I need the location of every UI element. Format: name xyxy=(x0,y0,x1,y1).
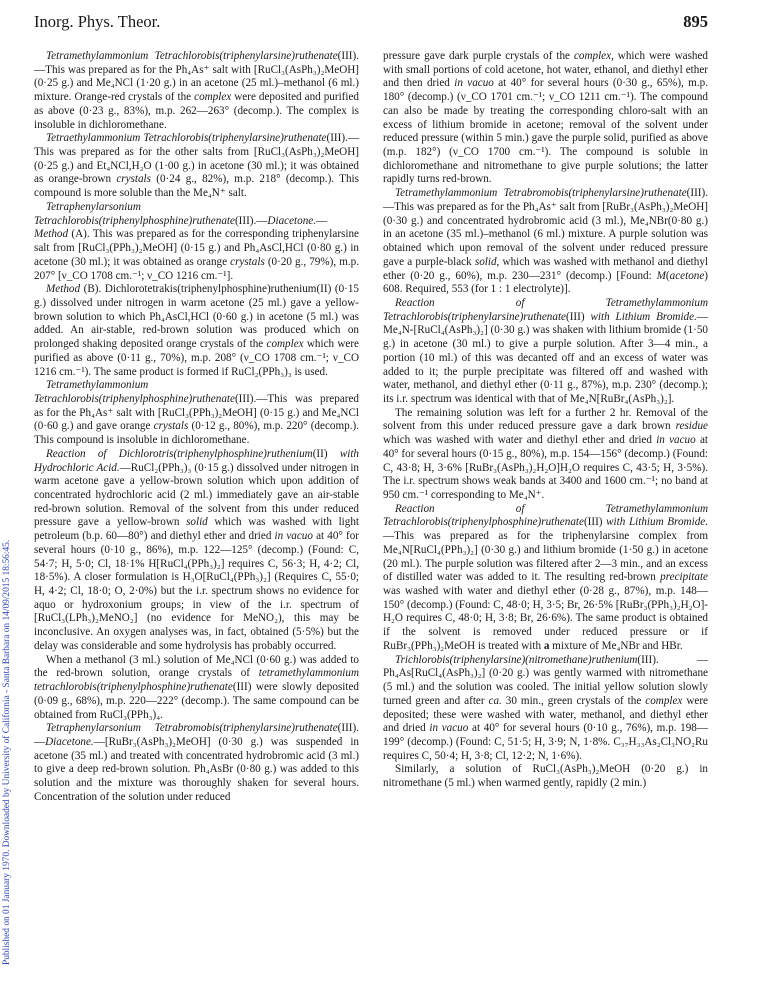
text-run: tetramethylammonium tetrachlorobis(triphenylphosphine)ruthenate xyxy=(34,667,359,694)
text-run: (III).—This was prepared as for the Ph₄As⁺ salt from [RuBr₃(AsPh₃)₂MeOH] (0·30 g.) and concentrated hydrobromic acid (3 ml.), Me₄NBr(0·80 g.) in an acetone (35 ml.)–methanol (6 ml.) mixture. A purple solution was obtained which upon removal of the solvent under reduced pressure gave a purple-black xyxy=(383,187,708,268)
paragraph xyxy=(34,50,359,132)
text-run: which were purified as above (0·11 g., 70%), m.p. 208° (ν_CO 1708 cm.⁻¹; ν_CO 1216 cm.⁻¹). The same product is formed if RuCl₂(PPh₃)₃ is used. xyxy=(34,338,359,378)
text-run: in vacuo xyxy=(429,722,469,735)
text-run: —[RuBr₃(AsPh₃)₂MeOH] (0·30 g.) was suspended in acetone (35 ml.) and treated with concentrated hydrobromic acid (3 ml.) to give a deep red-brown solution. Ph₄AsBr (0·80 g.) was added to this solution and the mixture was thoroughly shaken for several hours. Concentration of the solution under reduced xyxy=(34,735,359,803)
text-run: in vacuo xyxy=(274,530,313,543)
text-run: at 40° for several hours (0·10 g., 86%), m.p. 122—125° (decomp.) (Found: C, 54·7; H, 5·0; Cl, 18·1% H[RuCl₄(PPh₃)₂] requires C, 56·3; H, 4·2; Cl, 18·5%). A closer formulation is H₃O[RuCl₄(PPh₃)₂] (Requires C, 55·0; H, 4·2; Cl, 18·0; O, 2·0%) but the i.r. spectrum shows no evidence for aquo or hydroxonium groups; in view of the i.r. spectrum of [RuCl₃(LPh₃)₂MeNO₂] (no evidence for MeNO₂), this may be inconclusive. An oxygen analyses was, in fact, obtained (5·5%) but the delay was considerable and some hydrolysis has probably occurred. xyxy=(34,530,359,652)
paragraph xyxy=(383,654,708,764)
running-header xyxy=(34,12,708,36)
text-run: (III). —Ph₄As[RuCl₄(AsPh₃)₂] (0·20 g.) was gently warmed with nitromethane (5 ml.) and the solution was cooled. The initial yellow solution slowly turned green and after xyxy=(383,653,708,707)
text-run: Tetraphenylarsonium Tetrabromobis(triphenylarsine)ruthenate xyxy=(46,722,338,735)
text-run: Tetramethylammonium Tetrachlorobis(triphenylarsine)ruthenate xyxy=(46,50,338,62)
text-run: , which was washed with methanol and diethyl ether (0·20 g., 60%), m.p. 230—231° (decomp.) [Found: xyxy=(383,255,708,282)
text-run: Method xyxy=(46,283,81,296)
text-run: pressure gave dark purple crystals of the xyxy=(383,50,574,62)
text-run: Reaction of Tetramethylammonium Tetrachlorobis(triphenylarsine)ruthenate xyxy=(383,296,708,323)
text-run: (A). This was prepared as for the corresponding triphenylarsine salt from [RuCl₃(PPh₃)₂MeOH] (0·15 g.) and Ph₄AsCl,HCl (0·80 g.) in acetone (30 ml.); it was obtained as orange xyxy=(34,228,359,268)
text-run: with Lithium Bromide. xyxy=(606,516,708,529)
text-run: mixture of Me₄NBr and HBr. xyxy=(549,639,683,652)
text-run: with Hydrochloric Acid. xyxy=(34,447,360,474)
text-run: Diacetone. xyxy=(267,214,316,227)
publication-side-note xyxy=(2,95,16,965)
side-note-text[interactable]: Published on 01 January 1970. Downloaded by University of California - Santa Barbara on 14/09/2015 18:56:45. xyxy=(2,539,12,965)
paragraph xyxy=(34,722,359,804)
text-run: solid xyxy=(186,516,208,529)
text-run: (III).—This was prepared as for the other salts from [RuCl₃(AsPh₃)₂MeOH] (0·25 g.) and Et₄NCl,H₂O (1·00 g.) in acetone (30 ml.); it was obtained as orange-brown xyxy=(34,132,359,186)
journal-title: Inorg. Phys. Theor. xyxy=(34,12,161,31)
text-run: Tetraethylammonium Tetrachlorobis(triphenylarsine)ruthenate xyxy=(46,132,327,145)
text-run: precipitate xyxy=(660,571,708,584)
text-run: ) 608. Required, 553 (for 1 : 1 electrolyte)]. xyxy=(383,269,708,296)
left-column xyxy=(34,50,359,805)
text-run: complex xyxy=(266,338,304,351)
text-run: crystals xyxy=(230,255,265,268)
paragraph xyxy=(383,187,708,297)
text-run: (III).—This was prepared as for the Ph₄As⁺ salt with [RuCl₃(PPh₃)₂MeOH] (0·15 g.) and Me₄NCl (0·60 g.) and gave orange xyxy=(34,392,359,433)
text-run: a xyxy=(543,639,550,652)
paragraph xyxy=(34,448,359,654)
text-run: at 40° for several hours (0·30 g., 65%), m.p. 180° (decomp.) (ν_CO 1701 cm.⁻¹; ν_CO 1211 cm.⁻¹). The compound can also be made by treating the corresponding chloro-salt with an excess of lithium bromide in acetone; removal of the solvent under reduced pressure (within 5 min.) gave the purple solid, purified as above (m.p. 182°) (ν_CO 1700 cm.⁻¹). The compound is soluble in dichloromethane and nitromethane to give purple solutions; the latter rapidly turns red-brown. xyxy=(383,77,708,186)
text-run: Reaction of Dichlorotris(triphenylphosphine)ruthenium xyxy=(46,447,313,460)
text-run: Tetramethylammonium Tetrachlorobis(triphenylphosphine)ruthenate xyxy=(34,379,235,405)
paragraph xyxy=(383,50,708,187)
text-run: Trichlorobis(triphenylarsine)(nitromethane)ruthenium xyxy=(395,653,638,666)
text-run: Tetramethylammonium Tetrabromobis(triphenylarsine)ruthenate xyxy=(395,187,687,200)
paragraph xyxy=(383,407,708,503)
text-run: ca. xyxy=(488,694,502,707)
paragraph xyxy=(34,654,359,723)
text-run: at 40° for several hours (0·15 g., 80%), m.p. 154—156° (decomp.) (Found: C, 43·8; H, 3·6% [RuBr₃(AsPh₃)₂H₂O]H₂O requires C, 43·5; H, 3·5%). The i.r. spectrum shows weak bands at 3400 and 1600 cm.⁻¹; no band at 950 cm.⁻¹ corresponding to Me₄N⁺. xyxy=(383,434,708,501)
text-run: crystals xyxy=(153,420,189,433)
text-run: at 40° for several hours (0·10 g., 76%), m.p. 198—199° (decomp.) (Found: C, 51·5; H, 3·9; N, 1·8%. C₃₇H₃₃As₂Cl₃NO₂Ru requires C, 50·4; H, 3·8; Cl, 12·2; N, 1·6%). xyxy=(383,722,709,762)
text-run: were deposited and purified as above (0·23 g., 83%), m.p. 262—263° (decomp.). The complex is insoluble in dichloromethane. xyxy=(34,91,359,131)
text-run: Tetraphenylarsonium Tetrachlorobis(triphenylphosphine)ruthenate xyxy=(34,200,235,227)
text-run: in vacuo xyxy=(454,77,494,90)
text-run: (0·20 g., 79%), m.p. 207° [ν_CO 1708 cm.⁻¹; ν_CO 1216 cm.⁻¹]. xyxy=(34,255,360,282)
text-run: which was washed with light petroleum (b.p. 60—80°) and diethyl ether and dried xyxy=(34,516,360,543)
text-run: (III).— xyxy=(234,214,268,227)
text-run: (III) were slowly deposited (0·09 g., 68%), m.p. 220—222° (decomp.). The same compound can be obtained from RuCl₃(PPh₃)₄. xyxy=(34,681,359,721)
right-column xyxy=(383,50,708,791)
text-run: which was washed with water and diethyl ether and dried xyxy=(383,434,657,447)
text-run: (III) xyxy=(583,516,607,529)
text-run: (II) xyxy=(312,447,340,460)
text-run: (0·12 g., 80%), m.p. 220° (decomp.). This compound is insoluble in dichloromethane. xyxy=(34,420,359,447)
text-run: (III).— xyxy=(34,722,359,748)
text-run: with Lithium Bromide. xyxy=(590,310,697,323)
text-run: M xyxy=(656,269,666,282)
paragraph xyxy=(34,132,359,201)
text-run: was washed with water and diethyl ether (0·28 g., 87%), m.p. 148—150° (decomp.) (Found: C, 48·0; H, 3·5; Br, 26·5% [RuBr₃(PPh₃)₂H₂O]-H₂O requires C, 48·0; H, 3·8; Br, 26·6%). The same product is obtained if the solvent is removed under reduced pressure or if RuBr₃(PPh₃)₂MeOH is treated with xyxy=(383,585,708,652)
text-run: Diacetone. xyxy=(45,735,94,748)
text-run: Similarly, a solution of RuCl₃(AsPh₃)₂MeOH (0·20 g.) in nitromethane (5 ml.) when warmed gently, rapidly (2 min.) xyxy=(383,763,708,790)
text-run: Method xyxy=(34,228,69,241)
text-run: in vacuo xyxy=(656,434,696,447)
text-run: complex xyxy=(194,91,232,104)
paragraph xyxy=(34,283,359,379)
text-run: acetone xyxy=(669,269,705,282)
text-run: solid xyxy=(474,255,497,268)
paragraph xyxy=(34,201,359,283)
text-run: (0·24 g., 82%), m.p. 218° (decomp.). This compound is more soluble than the Me₄N⁺ salt. xyxy=(34,173,359,200)
paragraph xyxy=(34,379,359,448)
paragraph xyxy=(383,297,708,407)
text-run: complex xyxy=(645,694,683,707)
paragraph xyxy=(383,763,708,790)
text-run: crystals xyxy=(116,173,151,186)
paragraph xyxy=(383,503,708,654)
page-number: 895 xyxy=(683,12,708,31)
text-run: (B). Dichlorotetrakis(triphenylphosphine)ruthenium(II) (0·15 g.) dissolved under nitrogen in warm acetone (25 ml.) gave a yellow-brown solution to which Ph₄AsCl,HCl (0·60 g.) in acetone (5 ml.) was added. An air-stable, red-brown solution was produced which on prolonged shaking deposited orange crystals of the xyxy=(34,283,359,351)
text-run: —Me₄N-[RuCl₄(AsPh₃)₂] (0·30 g.) was shaken with lithium bromide (1·50 g.) in acetone (30 ml.) to give a purple solution. After 3—4 min., a portion (10 ml.) of this was decanted off and an excess of water was added to it; the purple precipitate was filtered off and washed with water, methanol, and diethyl ether (0·11 g., 87%), m.p. 230° (decomp.); its i.r. spectrum was identical with that of Me₄N[RuBr₄(AsPh₃)₂]. xyxy=(383,310,709,405)
text-run: were deposited; these were washed with water, methanol, and diethyl ether and dried xyxy=(383,694,708,735)
text-run: complex xyxy=(573,50,612,62)
text-run: , which were washed with small portions of cold acetone, hot water, ethanol, and diethyl ether and then dried xyxy=(383,50,708,90)
text-run: —RuCl₂(PPh₃)₃ (0·15 g.) dissolved under nitrogen in warm acetone gave a yellow-brown solution which upon addition of concentrated hydrochloric acid (2 ml.) immediately gave an air-stable red-brown solution. Removal of the solvent from this under reduced pressure gave a yellow-brown xyxy=(34,461,359,529)
text-run: 30 min., green crystals of the xyxy=(501,694,646,707)
text-run: — xyxy=(316,214,328,227)
text-run: (III) xyxy=(565,310,591,323)
text-run: ( xyxy=(665,269,670,282)
text-run: The remaining solution was left for a further 2 hr. Removal of the solvent from this under reduced pressure gave a dark brown xyxy=(383,406,708,433)
text-run: When a methanol (3 ml.) solution of Me₄NCl (0·60 g.) was added to the red-brown solution, orange crystals of xyxy=(34,653,359,680)
text-run: residue xyxy=(675,420,708,433)
text-run: (III).—This was prepared as for the Ph₄As⁺ salt with [RuCl₃(AsPh₃)₂MeOH] (0·25 g.) and Me₄NCl (1·20 g.) in an acetone (25 ml.)–methanol (6 ml.) mixture. Orange-red crystals of the xyxy=(34,50,359,104)
text-run: —This was prepared as for the triphenylarsine complex from Me₄N[RuCl₄(PPh₃)₂] (0·30 g.) and lithium bromide (1·50 g.) in acetone (20 ml.). The purple solution was filtered after 2—3 min., and an excess of distilled water was added to it. The resulting red-brown xyxy=(383,530,708,584)
text-run: Reaction of Tetramethylammonium Tetrachlorobis(triphenylphosphine)ruthenate xyxy=(383,502,708,529)
